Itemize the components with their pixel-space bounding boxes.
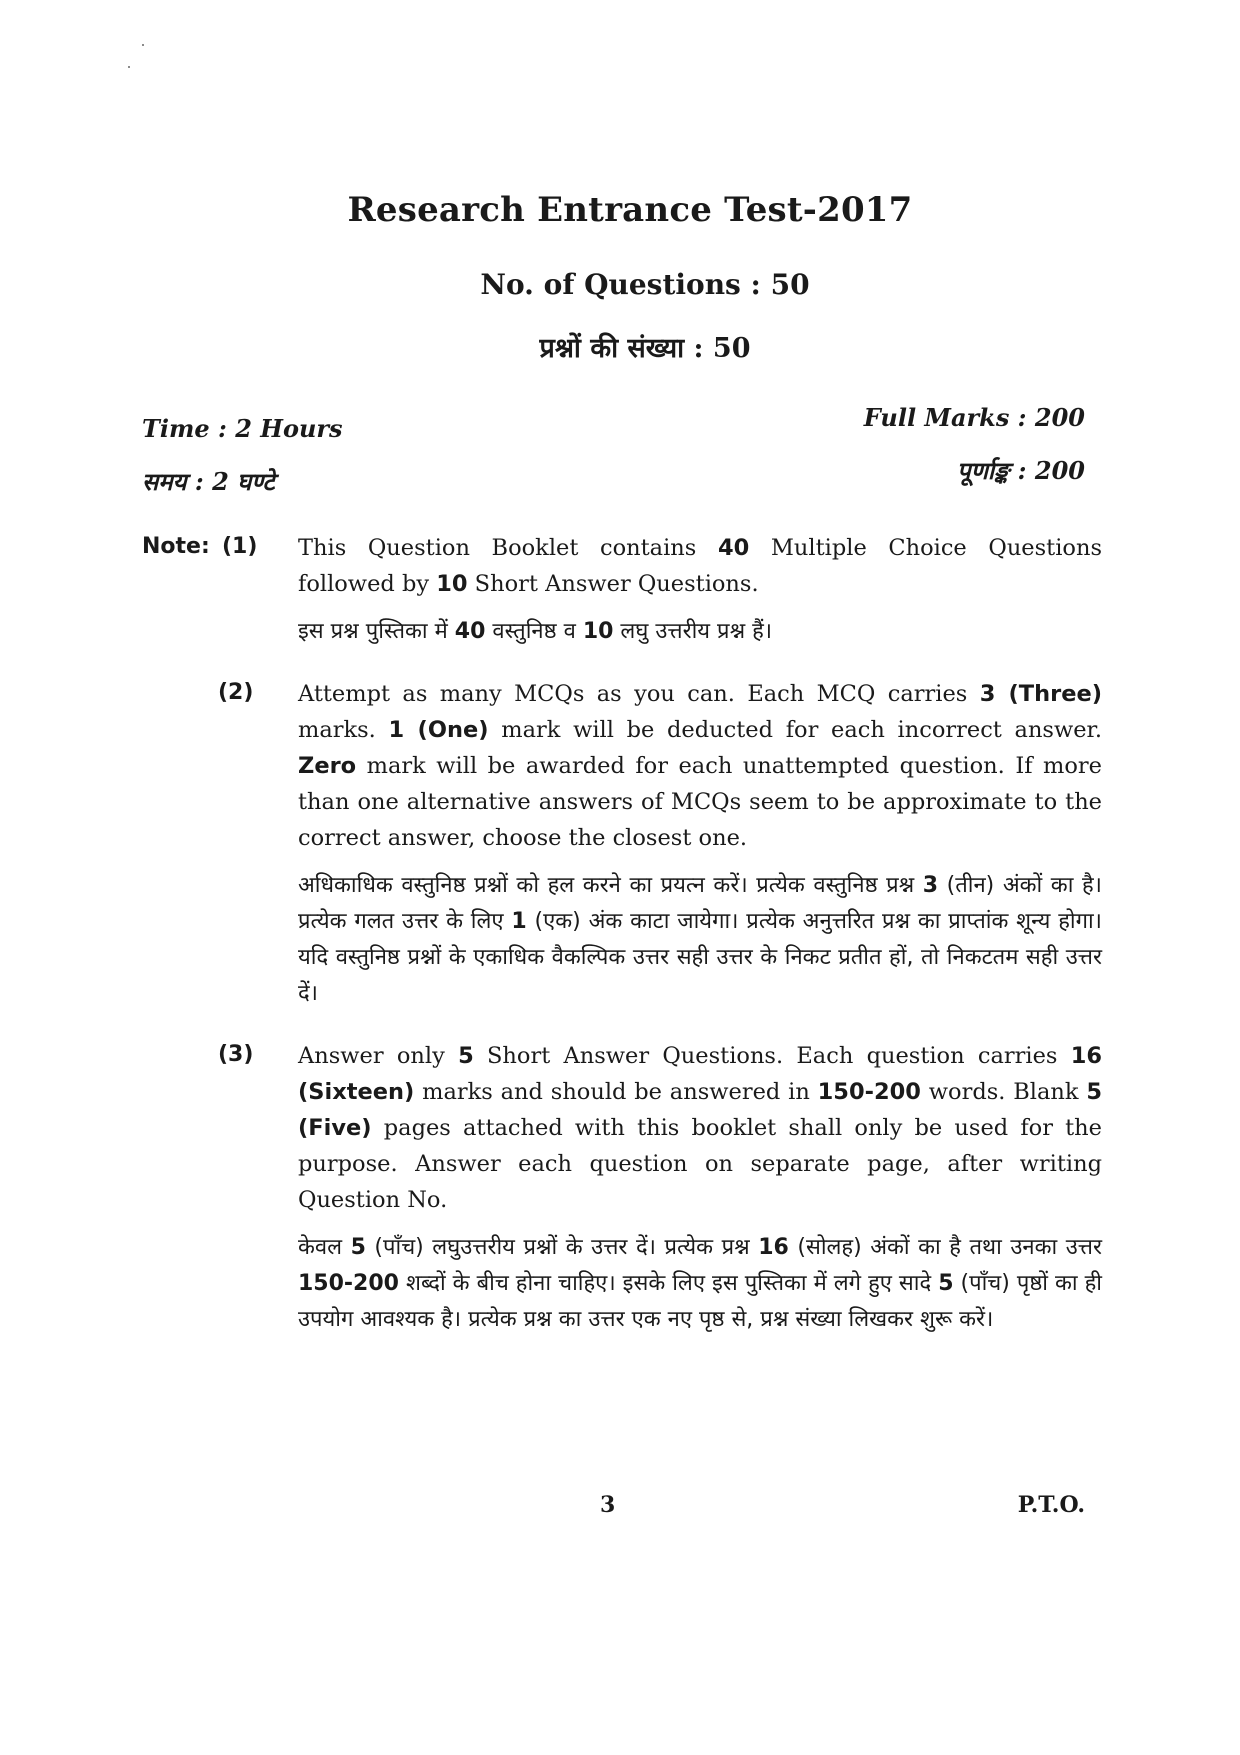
document-title: Research Entrance Test-2017 [347,190,913,230]
time-en: Time : 2 Hours [142,414,343,443]
note-text-hi: इस प्रश्न पुस्तिका में 40 वस्तुनिष्ठ व 10 लघु उत्तरीय प्रश्न हैं। [298,619,773,644]
full-marks-en: Full Marks : 200 [863,403,1085,432]
note-number: (2) [218,680,254,705]
emphasis-text: 1 [511,909,527,934]
notes-section [142,530,1102,1338]
note-item-3 [142,1038,1102,1338]
emphasis-text: 40 [454,619,486,644]
emphasis-text: 10 [436,571,468,597]
question-count-en: No. of Questions : 50 [480,268,810,301]
emphasis-text: 5 [938,1271,954,1296]
emphasis-text: 16 [758,1235,789,1260]
emphasis-text: 5 (Five) [298,1079,1103,1141]
note-text-en: Attempt as many MCQs as you can. Each MCQ carries 3 (Three) marks. 1 (One) mark will be deducted for each incorrect answer. Zero mark will be awarded for each unattempted question. If more than one alternative answers of MCQs seem to be approximate to the correct answer, choose the closest one. [298,681,1102,851]
please-turn-over: P.T.O. [1017,1492,1085,1518]
full-marks-hi: पूर्णाङ्क : 200 [956,456,1085,485]
page-number: 3 [600,1492,616,1518]
scan-speck [142,44,144,46]
time-hi: समय : 2 घण्टे [142,467,275,496]
emphasis-text: 3 [922,873,939,898]
emphasis-text: 150-200 [817,1079,921,1105]
note-text-hi: अधिकाधिक वस्तुनिष्ठ प्रश्नों को हल करने का प्रयत्न करें। प्रत्येक वस्तुनिष्ठ प्रश्न 3 (तीन) अंकों का है। प्रत्येक गलत उत्तर के लिए 1 (एक) अंक काटा जायेगा। प्रत्येक अनुत्तरित प्रश्न का प्राप्तांक शून्य होगा। यदि वस्तुनिष्ठ प्रश्नों के एकाधिक वैकल्पिक उत्तर सही उत्तर के निकट प्रतीत हों, तो निकटतम सही उत्तर दें। [298,873,1102,1006]
emphasis-text: 5 [350,1235,366,1260]
emphasis-text: 16 (Sixteen) [298,1043,1103,1105]
note-label: Note: [142,534,210,559]
note-text-en: This Question Booklet contains 40 Multiple Choice Questions followed by 10 Short Answer Questions. [298,535,1102,597]
emphasis-text: 1 (One) [388,717,489,743]
note-number: (1) [222,534,258,559]
emphasis-text: Zero [298,753,357,779]
scan-speck [128,66,130,68]
emphasis-text: 150-200 [298,1271,399,1296]
note-number: (3) [218,1042,254,1067]
emphasis-text: 40 [717,535,750,561]
emphasis-text: 5 [458,1043,474,1069]
note-item-2 [142,676,1102,1012]
emphasis-text: 10 [582,619,614,644]
note-text-en: Answer only 5 Short Answer Questions. Each question carries 16 (Sixteen) marks and should be answered in 150-200 words. Blank 5 (Five) pages attached with this booklet shall only be used for the purpose. Answer each question on separate page, after writing Question No. [298,1043,1103,1213]
question-count-hi: प्रश्नों की संख्या : 50 [539,333,751,364]
emphasis-text: 3 (Three) [979,681,1102,707]
note-item-1 [142,530,1102,650]
note-text-hi: केवल 5 (पाँच) लघुउत्तरीय प्रश्नों के उत्तर दें। प्रत्येक प्रश्न 16 (सोलह) अंकों का है तथा उनका उत्तर 150-200 शब्दों के बीच होना चाहिए। इसके लिए इस पुस्तिका में लगे हुए सादे 5 (पाँच) पृष्ठों का ही उपयोग आवश्यक है। प्रत्येक प्रश्न का उत्तर एक नए पृष्ठ से, प्रश्न संख्या लिखकर शुरू करें। [298,1235,1102,1332]
